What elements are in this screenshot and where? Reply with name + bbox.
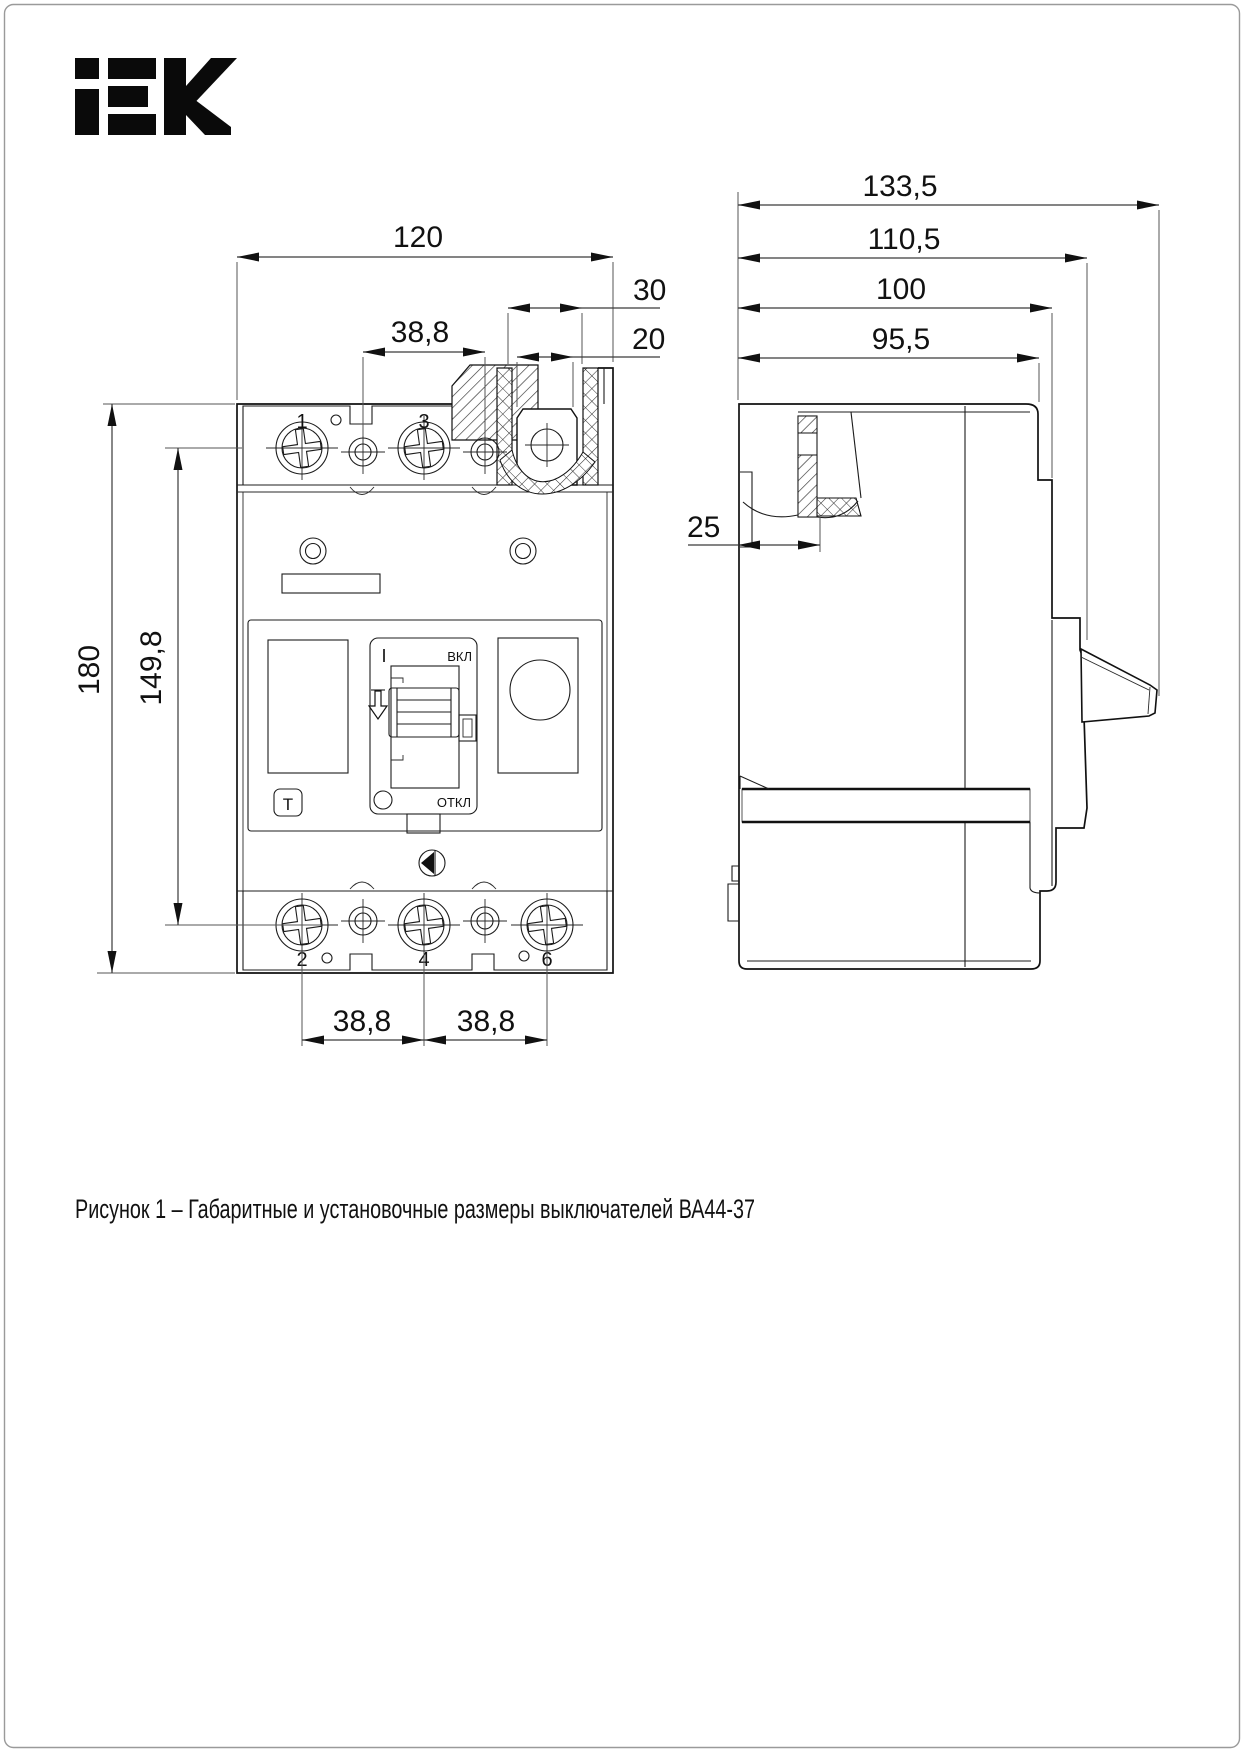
pilot-hole-bottom-left (322, 953, 332, 963)
terminal-4 (388, 893, 460, 957)
terminal-label-6: 6 (541, 949, 553, 971)
label-slot (282, 574, 380, 593)
dim-top-pitch-label: 38,8 (390, 316, 450, 349)
dimension-depth-cover-100 (738, 273, 1052, 478)
bottom-mount-hole-left (341, 899, 385, 943)
dim-mount-pitch-label: 149,8 (135, 630, 168, 706)
logo-i-stem (75, 89, 99, 135)
off-indicator-circle (374, 791, 392, 809)
dim-depth-cover-label: 100 (875, 273, 927, 306)
side-lug-hatch (817, 498, 861, 516)
iek-logo (75, 58, 237, 135)
pushbutton-circle (510, 660, 570, 720)
dim-depth-body-label: 95,5 (871, 323, 931, 356)
bottom-terminal-block (237, 882, 613, 971)
test-button-label: Т (282, 795, 294, 814)
dimension-mount-pitch-149-8 (135, 448, 322, 925)
rating-window (268, 640, 348, 773)
dim-bottom-pitch-right-label: 38,8 (456, 1005, 516, 1038)
page-border (5, 5, 1240, 1748)
dim-height-label: 180 (73, 644, 106, 696)
marking-on-label: ВКЛ (447, 649, 472, 664)
side-toggle-handle[interactable] (1081, 649, 1157, 722)
logo-i-dot (75, 58, 99, 79)
dimension-bottom-pitch-left (302, 952, 424, 1046)
dim-width-label: 120 (392, 221, 444, 254)
terminal-label-3: 3 (418, 411, 430, 433)
side-terminal-section (740, 412, 861, 547)
breaker-face (243, 492, 607, 891)
top-mount-hole-left (341, 430, 385, 474)
dim-lug-width-label: 20 (632, 323, 666, 356)
pilot-hole-bottom-right (519, 951, 529, 961)
top-terminal-block (237, 365, 613, 495)
logo-e-mid (108, 86, 148, 107)
front-view (237, 365, 613, 973)
pilot-hole-top (331, 415, 341, 425)
bottom-mount-hole-right (463, 899, 507, 943)
terminal-label-1: 1 (296, 411, 308, 433)
toggle-handle[interactable] (389, 688, 459, 737)
test-button[interactable] (274, 789, 302, 816)
figure-caption: Рисунок 1 – Габаритные и установочные размеры выключателей ВА44-37 (75, 1194, 755, 1224)
logo-e-top (108, 58, 156, 79)
recessed-panel (248, 620, 602, 831)
logo-k-stem (164, 58, 186, 135)
dim-terminal-offset-label: 25 (687, 511, 721, 544)
dimension-depth-body-95-5 (738, 323, 1039, 402)
mount-screw-left (300, 538, 326, 564)
escutcheon-tab (407, 814, 440, 833)
handle-side-clip-inner (463, 719, 472, 737)
marking-on-symbol: I (381, 646, 387, 666)
mounting-plate (740, 776, 1030, 822)
terminal-6 (511, 893, 583, 957)
dimension-bottom-pitch-right (424, 952, 547, 1046)
marking-off-label: ОТКЛ (436, 795, 471, 810)
side-body-outline (739, 404, 1087, 969)
logo-k-lower-arm (186, 93, 231, 135)
dim-bottom-pitch-left-label: 38,8 (332, 1005, 392, 1038)
side-bottom-clips (728, 866, 739, 921)
dim-lug-offset-label: 30 (633, 274, 667, 307)
handle-escutcheon (369, 638, 477, 814)
seal-screw-icon (419, 850, 445, 876)
dim-depth-handle-label: 110,5 (867, 223, 941, 256)
down-arrow-icon (369, 691, 387, 719)
dimension-width-120 (237, 221, 613, 400)
logo-e-bottom (108, 114, 156, 135)
dim-depth-total-label: 133,5 (862, 170, 938, 203)
terminal-label-2: 2 (296, 949, 308, 971)
handle-channel (391, 666, 459, 788)
side-view (728, 404, 1157, 969)
mount-screw-right (510, 538, 536, 564)
terminal-label-4: 4 (418, 949, 430, 971)
